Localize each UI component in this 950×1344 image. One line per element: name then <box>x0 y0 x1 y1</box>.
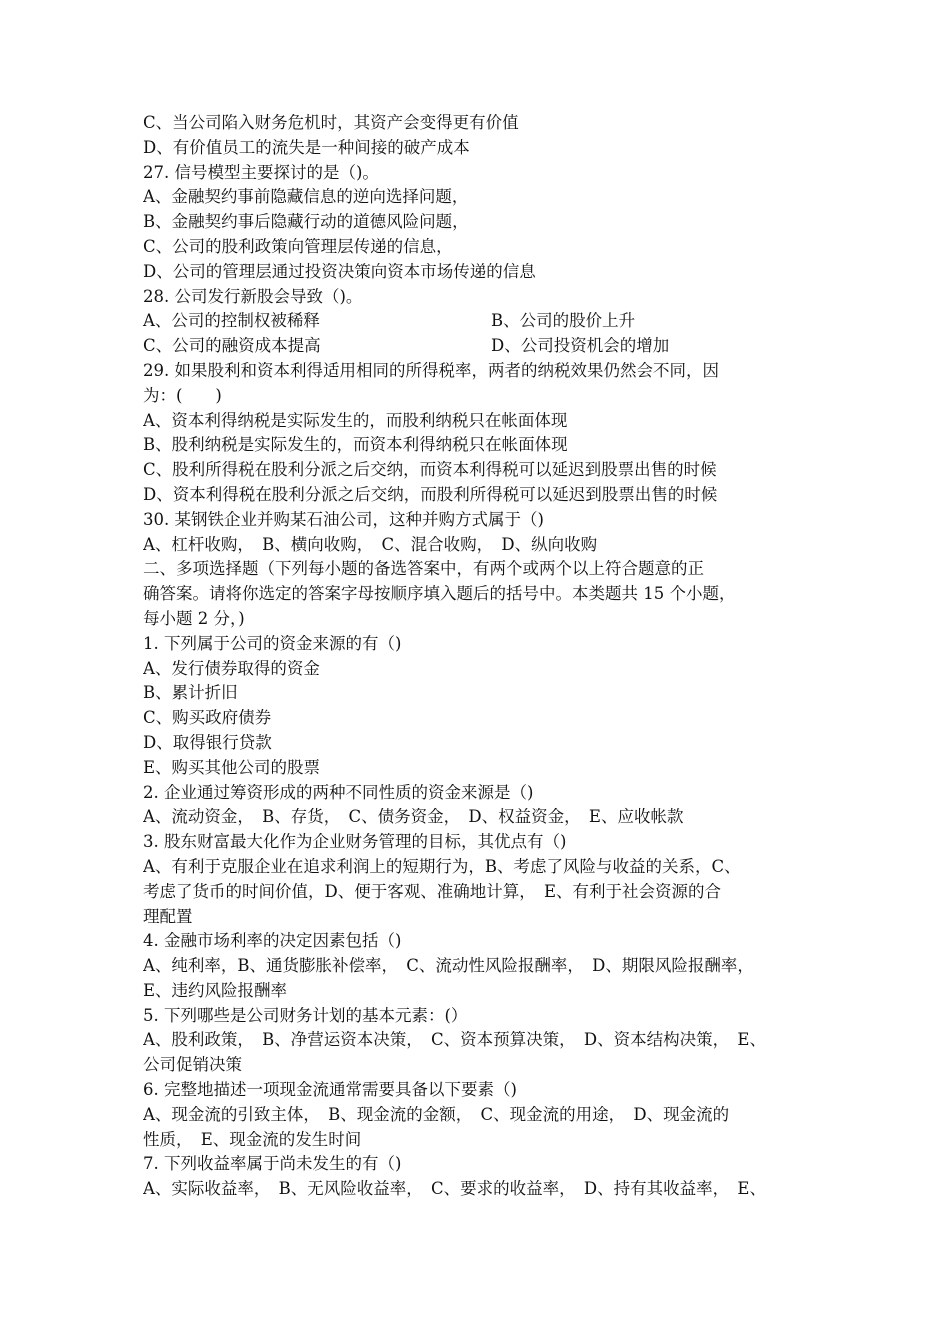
question-27-option-a: A、金融契约事前隐藏信息的逆向选择问题， <box>143 187 469 207</box>
mq-3-stem: 3. 股东财富最大化作为企业财务管理的目标，其优点有（) <box>143 832 567 852</box>
mq-6-stem: 6. 完整地描述一项现金流通常需要具备以下要素（) <box>143 1080 517 1100</box>
text-line: C、当公司陷入财务危机时，其资产会变得更有价值 <box>143 113 519 132</box>
document-page <box>143 111 823 1202</box>
question-27-option-b: B、金融契约事后隐藏行动的道德风险问题， <box>143 212 469 232</box>
question-29-option-c: C、股利所得税在股利分派之后交纳，而资本利得税可以延迟到股票出售的时候 <box>143 460 717 480</box>
question-29-stem: 29. 如果股利和资本利得适用相同的所得税率，两者的纳税效果仍然会不同，因 <box>143 360 719 380</box>
question-29-option-b: B、股利纳税是实际发生的，而资本利得纳税只在帐面体现 <box>143 435 568 455</box>
mq-4-options: A、纯利率，B、通货膨胀补偿率， C、流动性风险报酬率， D、期限风险报酬率， <box>143 956 754 976</box>
question-28-option-c: C、公司的融资成本提高 <box>143 336 321 356</box>
mq-6-options-cont: 性质， E、现金流的发生时间 <box>143 1129 362 1149</box>
question-27-stem: 27. 信号模型主要探讨的是（)。 <box>143 162 379 182</box>
mq-7-stem: 7. 下列收益率属于尚未发生的有（) <box>143 1154 402 1174</box>
mq-1-option-d: D、取得银行贷款 <box>143 732 272 752</box>
mq-3-options-cont: 考虑了货币的时间价值，D、便于客观、准确地计算， E、有利于社会资源的合 <box>143 881 722 901</box>
mq-1-stem: 1. 下列属于公司的资金来源的有（) <box>143 633 402 653</box>
question-28-option-d: D、公司投资机会的增加 <box>491 336 670 356</box>
mq-3-options: A、有利于克服企业在追求利润上的短期行为，B、考虑了风险与收益的关系，C、 <box>143 856 741 876</box>
question-27-option-c: C、公司的股利政策向管理层传递的信息， <box>143 236 453 256</box>
question-30-options: A、杠杆收购， B、横向收购， C、混合收购， D、纵向收购 <box>143 534 598 554</box>
mq-4-options-cont: E、违约风险报酬率 <box>143 980 288 1000</box>
question-28-options-row-1 <box>143 309 823 334</box>
question-29-option-d: D、资本利得税在股利分派之后交纳，而股利所得税可以延迟到股票出售的时候 <box>143 484 718 504</box>
mq-7-options: A、实际收益率， B、无风险收益率， C、要求的收益率， D、持有其收益率， E、 <box>143 1179 766 1199</box>
mq-2-options: A、流动资金， B、存货， C、债务资金， D、权益资金， E、应收帐款 <box>143 807 684 827</box>
question-29-stem-cont: 为：( ) <box>143 385 222 405</box>
mq-3-options-cont: 理配置 <box>143 906 193 926</box>
mq-1-option-c: C、购买政府债券 <box>143 708 272 728</box>
text-line: D、有价值员工的流失是一种间接的破产成本 <box>143 137 470 157</box>
mq-5-stem: 5. 下列哪些是公司财务计划的基本元素：(） <box>143 1005 468 1025</box>
question-28-option-b: B、公司的股价上升 <box>491 311 636 331</box>
mq-1-option-e: E、购买其他公司的股票 <box>143 757 321 777</box>
mq-1-option-b: B、累计折旧 <box>143 683 238 703</box>
question-28-stem: 28. 公司发行新股会导致（)。 <box>143 286 363 306</box>
question-29-option-a: A、资本利得纳税是实际发生的，而股利纳税只在帐面体现 <box>143 410 568 430</box>
mq-5-options-cont: 公司促销决策 <box>143 1055 242 1075</box>
mq-6-options: A、现金流的引致主体， B、现金流的金额， C、现金流的用途， D、现金流的 <box>143 1104 730 1124</box>
question-28-option-a: A、公司的控制权被稀释 <box>143 311 320 331</box>
mq-1-option-a: A、发行债券取得的资金 <box>143 658 320 678</box>
section-2-heading-cont: 确答案。请将你选定的答案字母按顺序填入题后的括号中。本类题共 15 个小题， <box>143 584 736 604</box>
mq-5-options: A、股利政策， B、净营运资本决策， C、资本预算决策， D、资本结构决策， E、 <box>143 1030 766 1050</box>
question-30-stem: 30. 某钢铁企业并购某石油公司，这种并购方式属于（) <box>143 509 544 529</box>
mq-2-stem: 2. 企业通过筹资形成的两种不同性质的资金来源是（) <box>143 782 534 802</box>
mq-4-stem: 4. 金融市场利率的决定因素包括（) <box>143 931 402 951</box>
question-27-option-d: D、公司的管理层通过投资决策向资本市场传递的信息 <box>143 261 536 281</box>
section-2-heading-cont: 每小题 2 分，) <box>143 608 245 628</box>
question-28-options-row-2 <box>143 334 823 359</box>
section-2-heading: 二、多项选择题（下列每小题的备选答案中，有两个或两个以上符合题意的正 <box>143 559 704 579</box>
